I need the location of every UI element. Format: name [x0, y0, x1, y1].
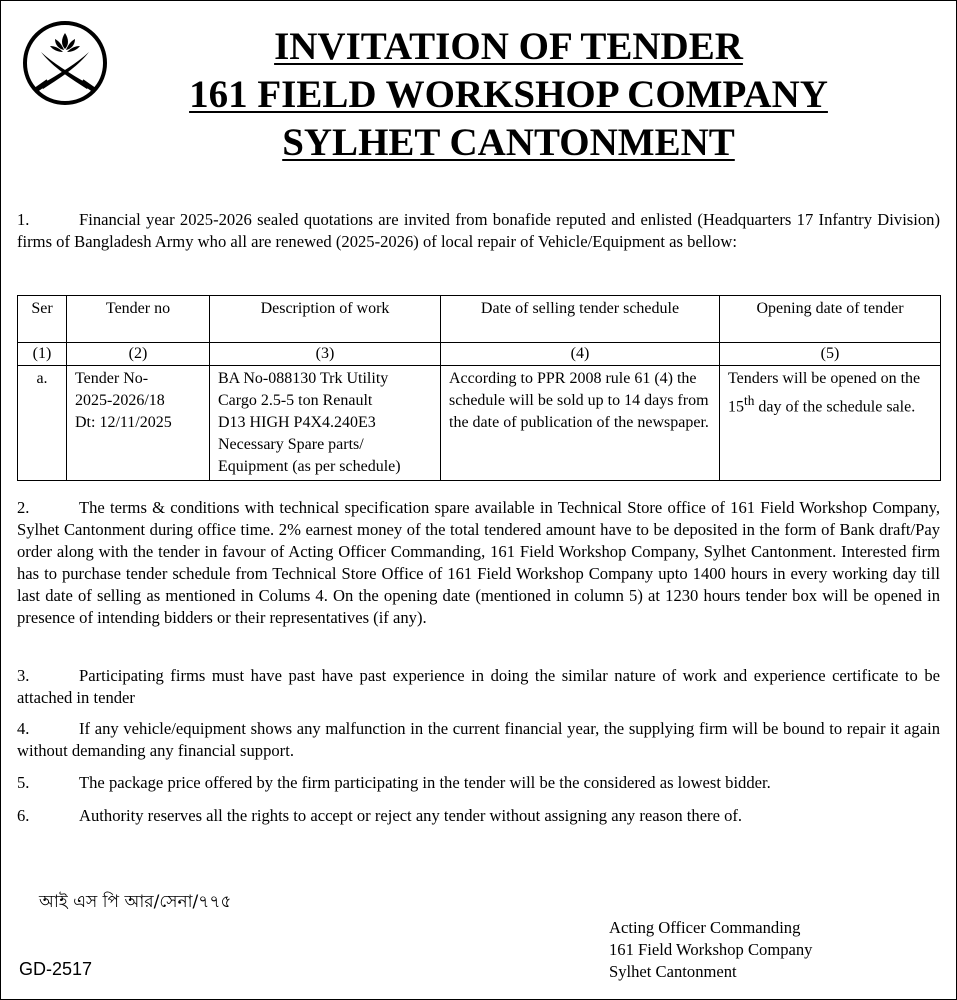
description-line: BA No-088130 Trk Utility: [218, 370, 389, 387]
paragraph-4: [17, 718, 940, 762]
paragraph-text: Participating firms must have past have past experience in doing the similar nature of work and experience certificate to be attached in tender: [17, 666, 940, 707]
signature-line: 161 Field Workshop Company: [609, 940, 813, 959]
title-line-1: INVITATION OF TENDER: [274, 25, 743, 68]
description-line: Equipment (as per schedule): [218, 458, 401, 475]
tender-table: [17, 295, 941, 481]
paragraph-number: 4.: [17, 719, 30, 738]
signature-block: [609, 917, 812, 983]
paragraph-text: Authority reserves all the rights to accept or reject any tender without assigning any reason there of.: [79, 806, 743, 825]
paragraph-2: [17, 497, 940, 629]
signature-line: Sylhet Cantonment: [609, 962, 737, 981]
title-line-3: SYLHET CANTONMENT: [282, 121, 735, 164]
paragraph-number: 6.: [17, 806, 30, 825]
paragraph-1: [17, 209, 940, 253]
column-number-row: [18, 343, 941, 366]
description-line: D13 HIGH P4X4.240E3: [218, 414, 376, 431]
column-number: (5): [720, 343, 941, 366]
title-line-2: 161 FIELD WORKSHOP COMPANY: [189, 73, 828, 116]
signature-line: Acting Officer Commanding: [609, 918, 801, 937]
notice-title: [101, 23, 916, 167]
column-number: (4): [441, 343, 720, 366]
tender-date-line: Dt: 12/11/2025: [75, 414, 172, 431]
column-number: (3): [210, 343, 441, 366]
cell-ser: a.: [18, 366, 67, 481]
tender-no-line: 2025-2026/18: [75, 392, 165, 409]
cell-opening-date: [720, 366, 941, 481]
header-tender-no: Tender no: [67, 296, 210, 343]
tender-no-line: Tender No-: [75, 370, 149, 387]
paragraph-5: [17, 772, 940, 794]
opening-text-pre: Tenders will be opened on the 15: [728, 370, 921, 416]
table-header-row: [18, 296, 941, 343]
cell-tender-no: [67, 366, 210, 481]
column-number: (2): [67, 343, 210, 366]
column-number: (1): [18, 343, 67, 366]
paragraph-number: 5.: [17, 773, 30, 792]
header-opening-date: Opening date of tender: [720, 296, 941, 343]
paragraph-number: 1.: [17, 210, 30, 229]
opening-ordinal: th: [744, 393, 755, 408]
paragraph-number: 2.: [17, 498, 30, 517]
paragraph-text: If any vehicle/equipment shows any malfunction in the current financial year, the supplying firm will be bound to repair it again without demanding any financial support.: [17, 719, 940, 760]
description-line: Necessary Spare parts/: [218, 436, 364, 453]
header-description: Description of work: [210, 296, 441, 343]
paragraph-6: [17, 805, 940, 827]
cell-description: [210, 366, 441, 481]
gd-number: GD-2517: [19, 959, 93, 979]
ispr-reference: আই এস পি আর/সেনা/৭৭৫: [39, 892, 232, 912]
army-emblem-icon: [21, 19, 109, 107]
paragraph-text: The package price offered by the firm participating in the tender will be the considered as lowest bidder.: [79, 773, 771, 792]
paragraph-text: The terms & conditions with technical specification spare available in Technical Store office of 161 Field Workshop Company, Sylhet Cantonment during office time. 2% earnest money of the total tendered amount have to be deposited in the form of Bank draft/Pay order along with the tender in favour of Acting Officer Commanding, 161 Field Workshop Company, Sylhet Cantonment. Interested firm has to purchase tender schedule from Technical Store Office of 161 Field Workshop Company upto 1400 hours in every working day till last date of selling as mentioned in Colums 4. On the opening date (mentioned in column 5) at 1230 hours tender box will be opened in presence of intending bidders or their representatives (if any).: [17, 498, 940, 627]
paragraph-3: [17, 665, 940, 709]
description-line: Cargo 2.5-5 ton Renault: [218, 392, 373, 409]
header-ser: Ser: [18, 296, 67, 343]
opening-text-post: day of the schedule sale.: [754, 398, 916, 416]
table-row: [18, 366, 941, 481]
paragraph-number: 3.: [17, 666, 30, 685]
cell-selling-date: According to PPR 2008 rule 61 (4) the schedule will be sold up to 14 days from the date of publication of the newspaper.: [441, 366, 720, 481]
paragraph-text: Financial year 2025-2026 sealed quotations are invited from bonafide reputed and enlisted (Headquarters 17 Infantry Division) firms of Bangladesh Army who all are renewed (2025-2026) of local repair of Vehicle/Equipment as bellow:: [17, 210, 940, 251]
header-selling-date: Date of selling tender schedule: [441, 296, 720, 343]
